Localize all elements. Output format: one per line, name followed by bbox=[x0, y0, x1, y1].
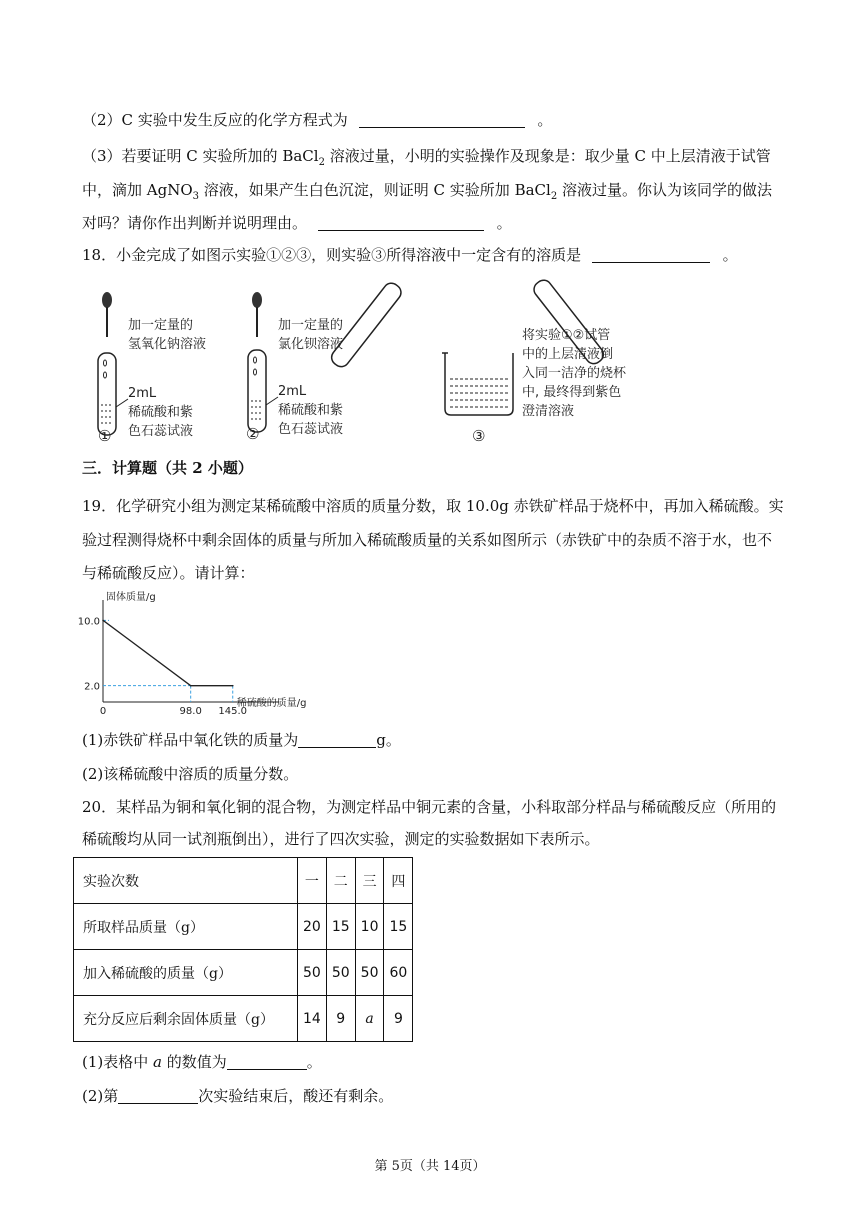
tube2-content-label: 稀硫酸和紫 bbox=[278, 403, 344, 418]
data-point bbox=[102, 620, 104, 622]
answer-blank[interactable] bbox=[592, 246, 710, 263]
table-cell: 9 bbox=[384, 996, 413, 1042]
page-footer: 第 5页（共 14页） bbox=[374, 1159, 486, 1174]
tube1-content-label: 稀硫酸和紫 bbox=[128, 405, 194, 420]
table-cell: 三 bbox=[355, 858, 384, 904]
answer-blank[interactable] bbox=[298, 731, 376, 748]
y-axis-label: 固体质量/g bbox=[106, 592, 156, 603]
beaker-number: ③ bbox=[472, 427, 486, 445]
table-cell: 一 bbox=[298, 858, 327, 904]
tube2-add-label: 加一定量的 bbox=[278, 318, 344, 333]
answer-blank[interactable] bbox=[318, 214, 484, 231]
data-point bbox=[190, 685, 192, 687]
table-cell: 9 bbox=[326, 996, 355, 1042]
tube2-number: ② bbox=[246, 425, 260, 443]
table-row bbox=[74, 950, 413, 996]
q19-line3: 与稀硫酸反应）。请计算： bbox=[82, 564, 255, 582]
table-cell: 50 bbox=[298, 950, 327, 996]
y-tick-label: 2.0 bbox=[84, 681, 100, 693]
answer-blank[interactable] bbox=[359, 111, 525, 128]
q20-sub2: (2)第 次实验结束后，酸还有剩余。 bbox=[82, 1087, 394, 1105]
y-tick-label: 10.0 bbox=[77, 616, 100, 628]
q19-line2: 验过程测得烧杯中剩余固体的质量与所加入稀硫酸质量的关系如图所示（赤铁矿中的杂质不溶于水，也不 bbox=[82, 531, 773, 549]
table-cell: 15 bbox=[326, 904, 355, 950]
table-cell: 实验次数 bbox=[74, 858, 298, 904]
table-cell: 二 bbox=[326, 858, 355, 904]
x-tick-label: 0 bbox=[99, 706, 107, 717]
beaker-desc: 中的上层清液倒 bbox=[522, 347, 614, 362]
table-row bbox=[74, 904, 413, 950]
table-row bbox=[74, 996, 413, 1042]
x-tick-label: 98.0 bbox=[179, 706, 202, 717]
table-cell: 10 bbox=[355, 904, 384, 950]
beaker-desc: 入同一洁净的烧杯 bbox=[522, 366, 627, 381]
answer-blank[interactable] bbox=[227, 1053, 307, 1070]
section-heading: 三．计算题（共 2 小题） bbox=[82, 459, 253, 477]
experiment-figure bbox=[90, 275, 690, 445]
table-cell: 加入稀硫酸的质量（g） bbox=[74, 950, 298, 996]
table-cell: 所取样品质量（g） bbox=[74, 904, 298, 950]
tube1-add-label: 加一定量的 bbox=[128, 318, 194, 333]
table-cell: a bbox=[355, 996, 384, 1042]
tube2-content-label: 色石蕊试液 bbox=[278, 422, 344, 437]
tube2-add-label: 氯化钡溶液 bbox=[278, 337, 344, 352]
series-line bbox=[103, 620, 233, 685]
q19-sub1: (1)赤铁矿样品中氧化铁的质量为 g。 bbox=[82, 731, 401, 749]
q20-sub1: (1)表格中 a 的数值为 。 bbox=[82, 1053, 322, 1071]
table-cell: 20 bbox=[298, 904, 327, 950]
tube1-number: ① bbox=[98, 427, 112, 445]
tube1-add-label: 氢氧化钠溶液 bbox=[128, 337, 207, 352]
table-cell: 14 bbox=[298, 996, 327, 1042]
table-row bbox=[74, 858, 413, 904]
q19-line1: 19．化学研究小组为测定某稀硫酸中溶质的质量分数，取 10.0g 赤铁矿样品于烧杯中，再加入稀硫酸。实 bbox=[82, 497, 784, 515]
data-point bbox=[232, 685, 234, 687]
q17-line3: （3）若要证明 C 实验所加的 BaCl$_2$ 溶液过量，小明的实验操作及现象是：取少量 C 中上层清液于试管 bbox=[82, 147, 771, 168]
tube1-content-label: 2mL bbox=[128, 386, 157, 401]
q20-line2: 稀硫酸均从同一试剂瓶倒出），进行了四次实验，测定的实验数据如下表所示。 bbox=[82, 830, 600, 848]
solid-mass-chart bbox=[70, 590, 307, 717]
table-cell: 50 bbox=[326, 950, 355, 996]
answer-blank[interactable] bbox=[118, 1087, 198, 1104]
beaker-desc: 将实验①②试管 bbox=[522, 328, 611, 343]
tube1-content-label: 色石蕊试液 bbox=[128, 424, 194, 439]
table-cell: 50 bbox=[355, 950, 384, 996]
x-axis-label: 稀硫酸的质量/g bbox=[236, 698, 307, 709]
experiment-data-table bbox=[73, 857, 413, 1042]
q18-text: 18．小金完成了如图示实验①②③，则实验③所得溶液中一定含有的溶质是 。 bbox=[82, 246, 738, 264]
beaker-desc: 澄清溶液 bbox=[522, 404, 575, 419]
table-cell: 四 bbox=[384, 858, 413, 904]
table-cell: 15 bbox=[384, 904, 413, 950]
beaker-desc: 中, 最终得到紫色 bbox=[522, 385, 622, 400]
beaker-illustration bbox=[328, 277, 627, 445]
tube-2-illustration bbox=[246, 292, 343, 443]
table-cell: 60 bbox=[384, 950, 413, 996]
q17-line2: （2）C 实验中发生反应的化学方程式为 。 bbox=[82, 111, 553, 129]
tube2-content-label: 2mL bbox=[278, 384, 307, 399]
q17-line4: 中，滴加 AgNO$_3$ 溶液，如果产生白色沉淀，则证明 C 实验所加 BaCl$_2$ 溶液过量。你认为该同学的做法 bbox=[82, 181, 772, 202]
x-tick-label: 145.0 bbox=[218, 706, 248, 717]
q19-sub2: (2)该稀硫酸中溶质的质量分数。 bbox=[82, 765, 299, 783]
tube-1-illustration bbox=[98, 292, 206, 445]
q17-line5: 对吗？请你作出判断并说明理由。 。 bbox=[82, 214, 512, 232]
q20-line1: 20．某样品为铜和氧化铜的混合物，为测定样品中铜元素的含量，小科取部分样品与稀硫酸反应（所用的 bbox=[82, 798, 777, 816]
table-cell: 充分反应后剩余固体质量（g） bbox=[74, 996, 298, 1042]
